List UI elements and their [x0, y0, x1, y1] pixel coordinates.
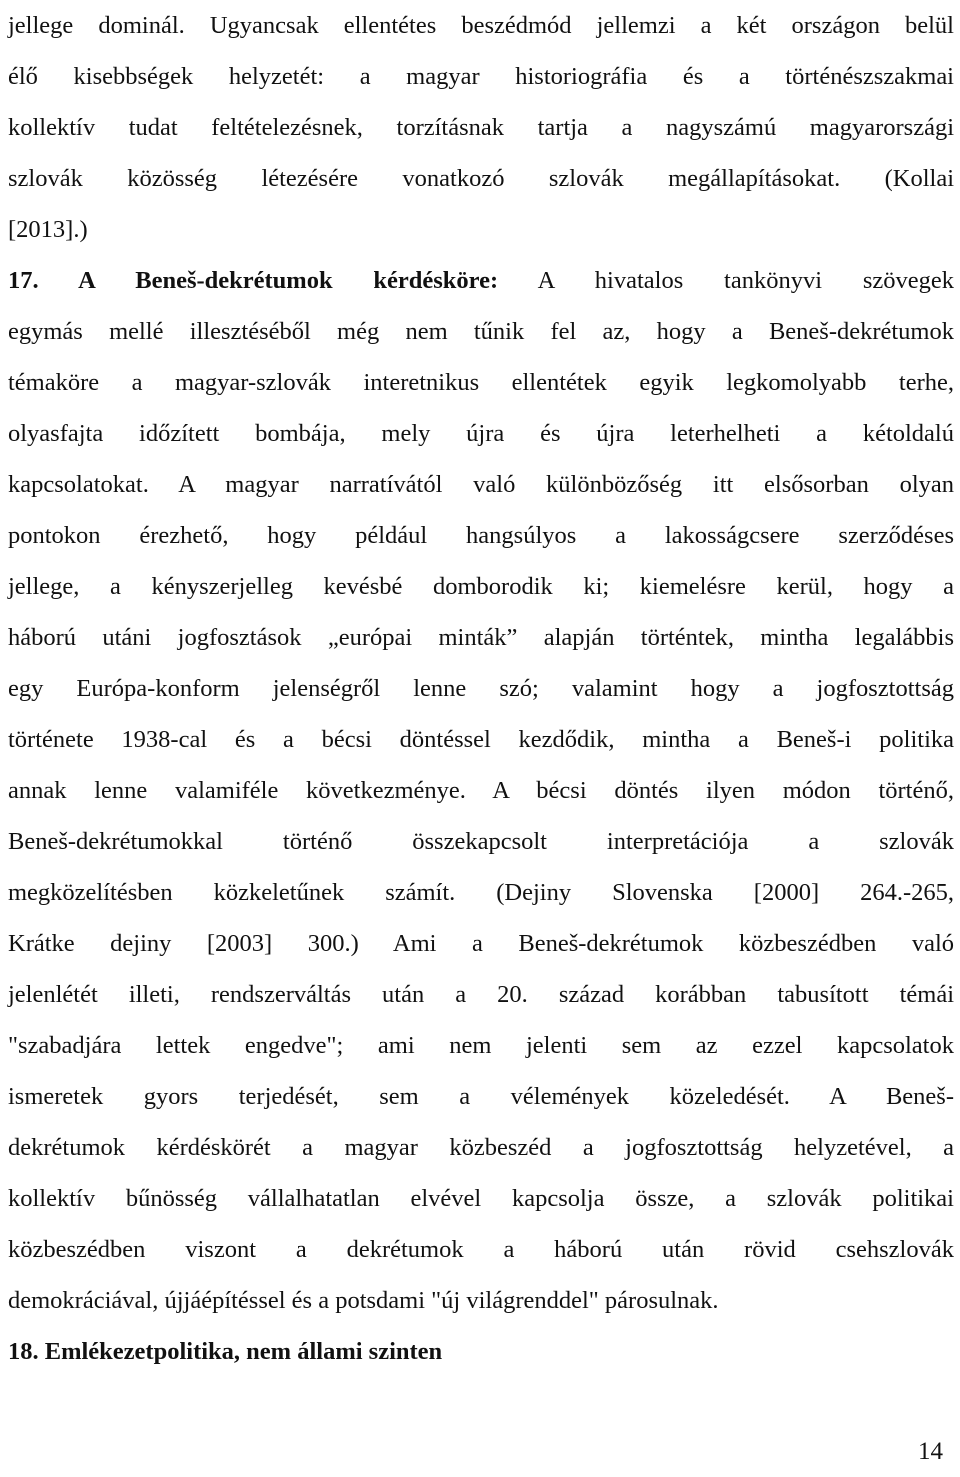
- text-line: Beneš-dekrétumokkal történő összekapcsolt interpretációja a szlovák: [8, 828, 954, 855]
- text-line: jellege, a kényszerjelleg kevésbé domborodik ki; kiemelésre kerül, hogy a: [8, 573, 954, 600]
- text-line: kollektív bűnösség vállalhatatlan elvével kapcsolja össze, a szlovák politikai: [8, 1185, 954, 1212]
- text-line: kapcsolatokat. A magyar narratívától való különbözőség itt elsősorban olyan: [8, 471, 954, 498]
- text-line: Krátke dejiny [2003] 300.) Ami a Beneš-dekrétumok közbeszédben való: [8, 930, 954, 957]
- section-18-heading: 18. Emlékezetpolitika, nem állami szinten: [8, 1338, 443, 1365]
- text-line: háború utáni jogfosztások „európai minták” alapján történtek, mintha legalábbis: [8, 624, 954, 651]
- paragraph-continuation: [8, 0, 954, 255]
- text-line: annak lenne valamiféle következménye. A bécsi döntés ilyen módon történő,: [8, 777, 954, 804]
- text-line: pontokon érezhető, hogy például hangsúlyos a lakosságcsere szerződéses: [8, 522, 954, 549]
- text-line: élő kisebbségek helyzetét: a magyar historiográfia és a történészszakmai: [8, 63, 954, 90]
- text-line: témaköre a magyar-szlovák interetnikus ellentétek egyik legkomolyabb terhe,: [8, 369, 954, 396]
- text-line-with-heading: [8, 255, 954, 306]
- text-line: olyasfajta időzített bombája, mely újra és újra leterhelheti a kétoldalú: [8, 420, 954, 447]
- text-line-rest: A hivatalos tankönyvi szövegek: [537, 267, 954, 294]
- text-line: [2013].): [8, 216, 88, 243]
- text-line: egymás mellé illesztéséből még nem tűnik fel az, hogy a Beneš-dekrétumok: [8, 318, 954, 345]
- paragraph-section-17: [8, 255, 954, 1326]
- text-line: demokráciával, újjáépítéssel és a potsdami "új világrenddel" párosulnak.: [8, 1287, 719, 1314]
- text-line: kollektív tudat feltételezésnek, torzításnak tartja a nagyszámú magyarországi: [8, 114, 954, 141]
- paragraph-section-18: [8, 1326, 954, 1377]
- text-line: megközelítésben közkeletűnek számít. (Dejiny Slovenska [2000] 264.-265,: [8, 879, 954, 906]
- text-line: szlovák közösség létezésére vonatkozó szlovák megállapításokat. (Kollai: [8, 165, 954, 192]
- text-line: "szabadjára lettek engedve"; ami nem jelenti sem az ezzel kapcsolatok: [8, 1032, 954, 1059]
- text-line: közbeszédben viszont a dekrétumok a háború után rövid csehszlovák: [8, 1236, 954, 1263]
- text-line: jellege dominál. Ugyancsak ellentétes beszédmód jellemzi a két országon belül: [8, 12, 954, 39]
- document-page: [8, 0, 954, 1377]
- section-17-heading: 17. A Beneš-dekrétumok kérdésköre:: [8, 267, 499, 294]
- text-line: története 1938-cal és a bécsi döntéssel kezdődik, mintha a Beneš-i politika: [8, 726, 954, 753]
- text-line: jelenlétét illeti, rendszerváltás után a 20. század korábban tabusított témái: [8, 981, 954, 1008]
- text-line: dekrétumok kérdéskörét a magyar közbeszéd a jogfosztottság helyzetével, a: [8, 1134, 954, 1161]
- page-number: 14: [918, 1438, 943, 1465]
- text-line: ismeretek gyors terjedését, sem a vélemények közeledését. A Beneš-: [8, 1083, 954, 1110]
- text-line: egy Európa-konform jelenségről lenne szó; valamint hogy a jogfosztottság: [8, 675, 954, 702]
- section-18-line: [8, 1326, 954, 1377]
